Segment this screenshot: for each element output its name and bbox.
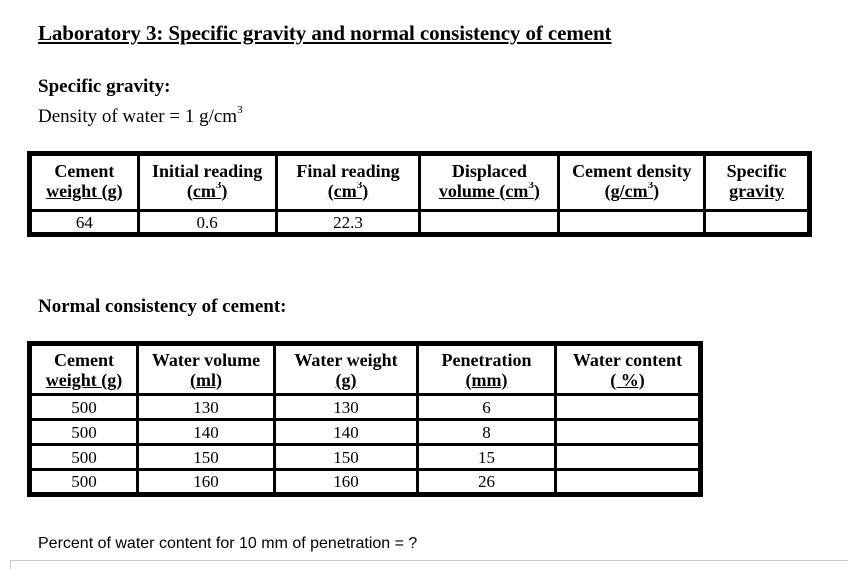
header-water-content-unit: ( %) [556,371,701,395]
cell-water-weight: 150 [275,445,418,470]
unit-close: ) [653,181,660,201]
density-unit-superscript: 3 [237,104,243,116]
specific-gravity-table [27,151,812,237]
header-water-weight: Water weight [275,344,418,371]
unit-superscript: 3 [528,181,534,191]
cell-penetration: 8 [418,420,556,445]
cell-cement-weight: 500 [30,395,138,420]
cell-cement-weight: 500 [30,420,138,445]
header-water-volume: Water volume [138,344,275,371]
cell-water-volume: 160 [138,470,275,495]
cell-cement-weight: 64 [30,211,139,235]
normal-consistency-table [27,341,703,497]
header-cement-density: Cement density [559,154,705,182]
cell-water-weight: 160 [275,470,418,495]
unit-text: (g/cm [604,181,648,201]
header-penetration-unit: (mm) [418,371,556,395]
cell-cement-weight: 500 [30,445,138,470]
table-header-row [30,371,701,395]
cell-water-volume: 130 [138,395,275,420]
cell-water-content [556,420,701,445]
table-header-row [30,344,701,371]
table-row [30,211,810,235]
cell-penetration: 26 [418,470,556,495]
cell-water-content [556,395,701,420]
table-row [30,470,701,495]
header-water-weight-unit: (g) [275,371,418,395]
header-penetration: Penetration [418,344,556,371]
table-header-row [30,182,810,211]
cell-water-weight: 140 [275,420,418,445]
header-displaced-volume: Displaced [420,154,559,182]
header-displaced-volume-unit [420,182,559,211]
unit-superscript: 3 [647,181,654,191]
cell-water-content [556,445,701,470]
unit-close: ) [221,181,228,201]
cell-displaced-volume [420,211,559,235]
cell-water-volume: 140 [138,420,275,445]
header-initial-reading: Initial reading [138,154,276,182]
header-initial-reading-unit [138,182,276,211]
footer-question: Percent of water content for 10 mm of penetration = ? [38,535,418,552]
cell-final-reading: 22.3 [276,211,420,235]
header-final-reading-unit [276,182,420,211]
header-water-content: Water content [556,344,701,371]
header-specific-gravity: Specific [705,154,810,182]
cell-penetration: 6 [418,395,556,420]
unit-close: ) [533,181,540,201]
unit-text: volume (cm [438,181,529,201]
unit-superscript: 3 [356,181,363,191]
table-header-row [30,154,810,182]
header-water-volume-unit: (ml) [138,371,275,395]
cell-water-weight: 130 [275,395,418,420]
header-final-reading: Final reading [276,154,420,182]
header-cement-weight: Cement [30,154,139,182]
unit-superscript: 3 [215,181,222,191]
header-cement-weight-unit: weight (g) [30,371,138,395]
cell-cement-density [559,211,705,235]
unit-text: (cm [186,181,216,201]
table-row [30,420,701,445]
normal-consistency-heading: Normal consistency of cement: [38,296,287,317]
cell-initial-reading: 0.6 [138,211,276,235]
density-of-water-text [38,106,243,128]
header-cement-weight-unit: weight (g) [30,182,139,211]
header-specific-gravity-unit: gravity [705,182,810,211]
cell-water-content [556,470,701,495]
specific-gravity-heading: Specific gravity: [38,76,171,97]
density-text: Density of water = 1 g/cm [38,106,238,127]
header-cement-density-unit [559,182,705,211]
unit-close: ) [362,181,369,201]
cell-cement-weight: 500 [30,470,138,495]
table-row [30,395,701,420]
cell-specific-gravity [705,211,810,235]
page-title: Laboratory 3: Specific gravity and normal consistency of cement [38,21,612,45]
unit-text: (cm [327,181,357,201]
cell-water-volume: 150 [138,445,275,470]
header-cement-weight: Cement [30,344,138,371]
table-row [30,445,701,470]
cell-penetration: 15 [418,445,556,470]
